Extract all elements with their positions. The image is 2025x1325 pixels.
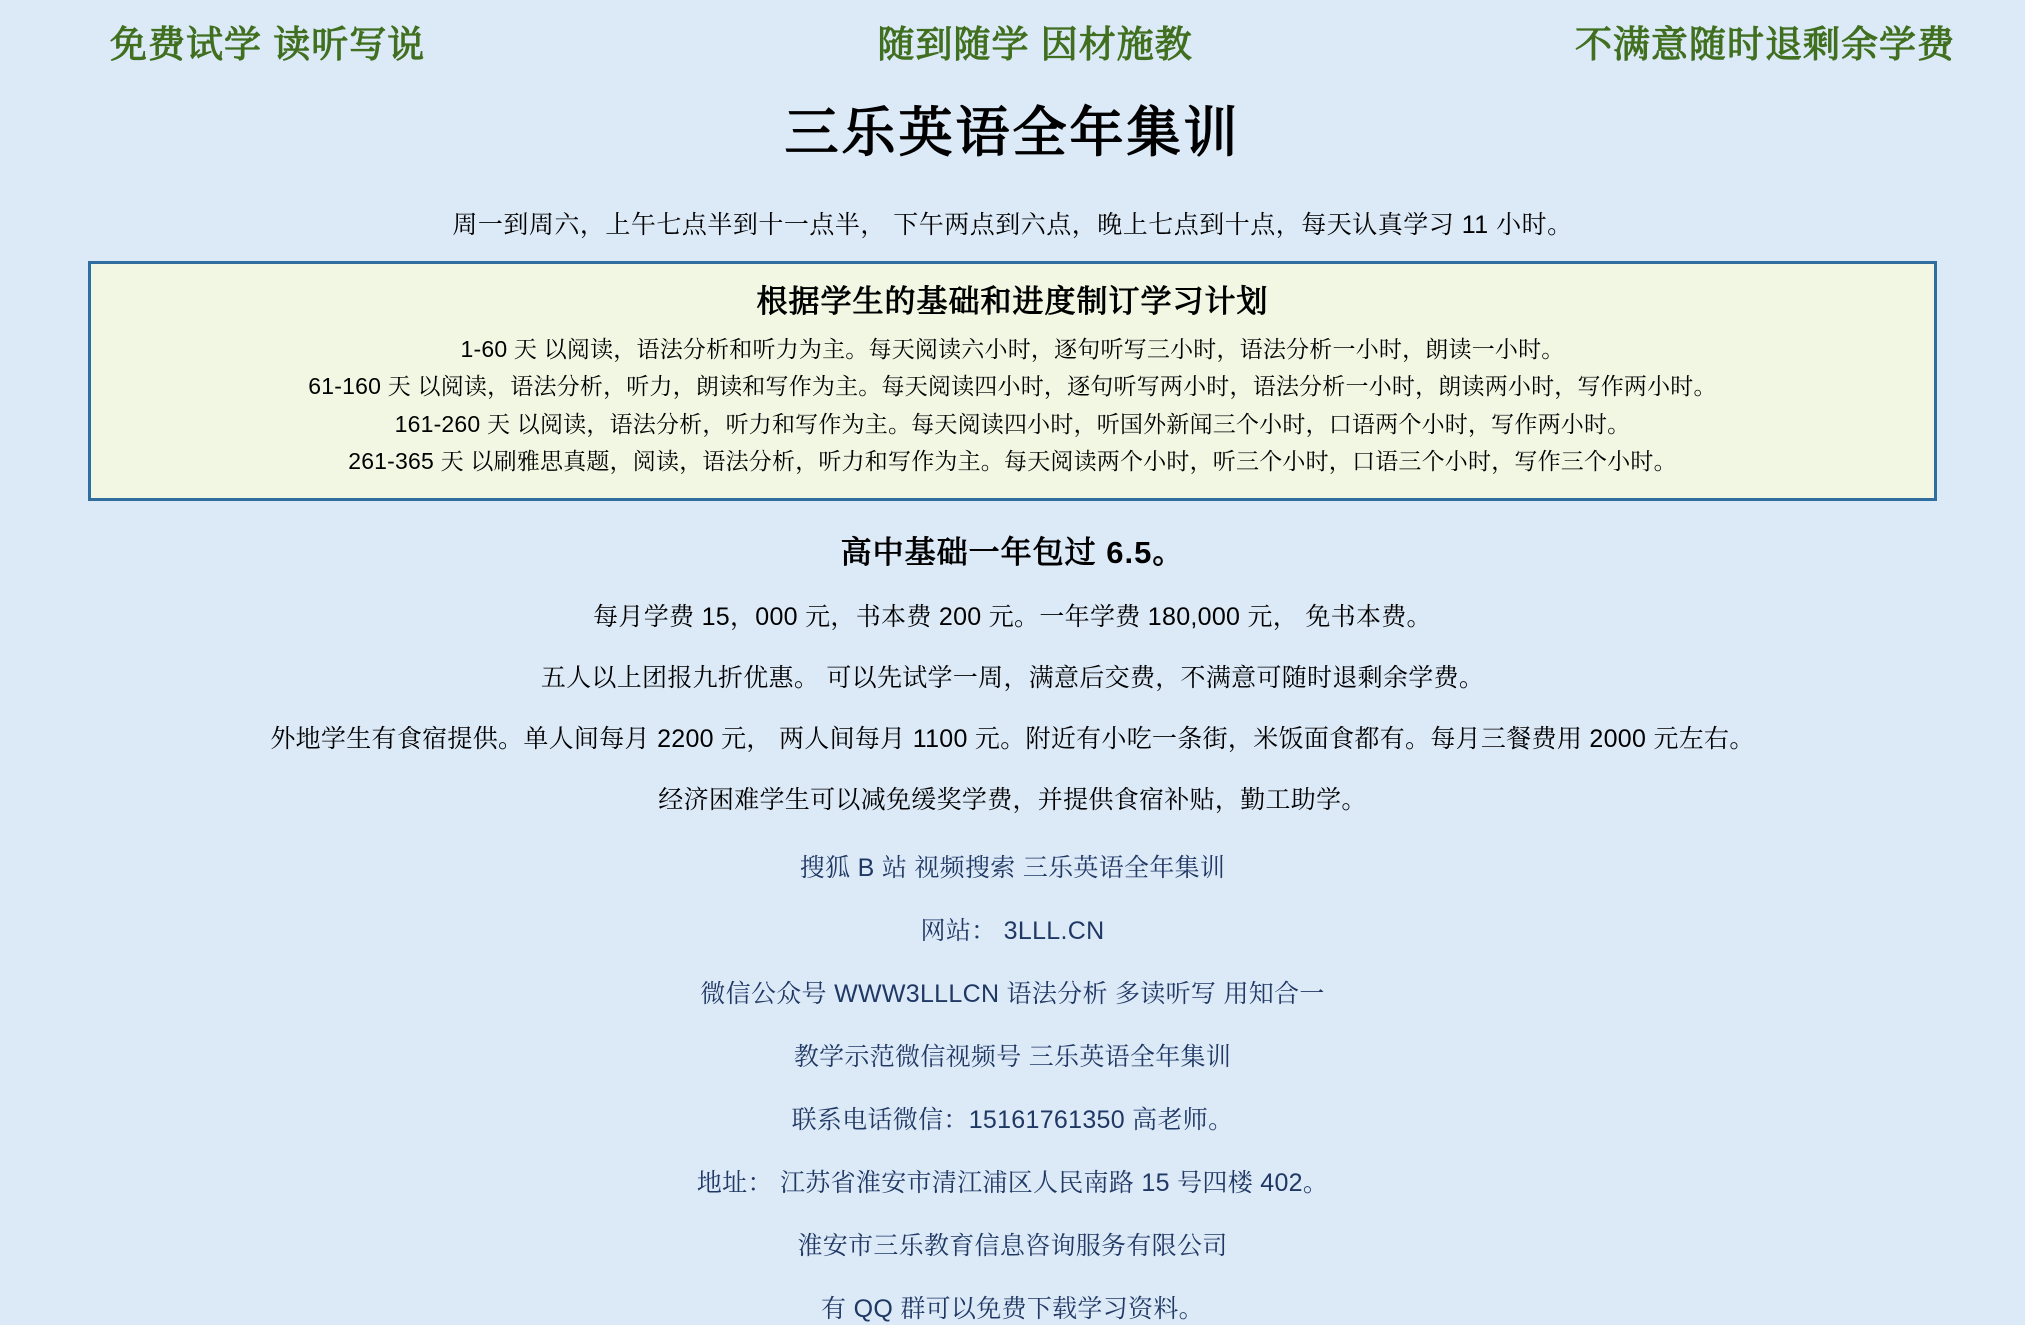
tuition-line: 每月学费 15，000 元，书本费 200 元。一年学费 180,000 元， 免书本费。 (593, 603, 1432, 631)
slogan-row (0, 14, 2025, 68)
schedule-line: 周一到周六，上午七点半到十一点半， 下午两点到六点，晚上七点到十点，每天认真学习 11 小时。 (452, 211, 1573, 239)
phone-line: 联系电话微信：15161761350 高老师。 (791, 1106, 1234, 1134)
score-guarantee: 高中基础一年包过 6.5。 (840, 535, 1185, 570)
slogan-free-trial: 免费试学 读听写说 (110, 24, 426, 65)
study-plan-item: 61-160 天 以阅读，语法分析，听力，朗读和写作为主。每天阅读四小时，逐句听写两小时，语法分析一小时，朗读两小时，写作两小时。 (308, 373, 1717, 400)
slogan-flexible-enrollment: 随到随学 因材施教 (877, 24, 1193, 65)
video-search-line: 搜狐 B 站 视频搜索 三乐英语全年集训 (799, 854, 1226, 882)
slogan-refund: 不满意随时退剩余学费 (1575, 24, 1955, 65)
financial-aid-line: 经济困难学生可以减免缓奖学费，并提供食宿补贴，勤工助学。 (658, 786, 1367, 814)
wechat-channel-line: 教学示范微信视频号 三乐英语全年集训 (793, 1043, 1232, 1071)
company-name-line: 淮安市三乐教育信息咨询服务有限公司 (797, 1232, 1228, 1260)
study-plan-item: 161-260 天 以阅读，语法分析，听力和写作为主。每天阅读四小时，听国外新闻三个小时，口语两个小时，写作两小时。 (394, 410, 1631, 437)
qq-group-line: 有 QQ 群可以免费下载学习资料。 (821, 1295, 1204, 1323)
study-plan-item: 1-60 天 以阅读，语法分析和听力为主。每天阅读六小时，逐句听写三小时，语法分析一小时，朗读一小时。 (460, 336, 1565, 362)
website-line[interactable]: 网站： 3LLL.CN (920, 917, 1105, 945)
study-plan-box (88, 261, 1937, 501)
discount-line: 五人以上团报九折优惠。 可以先试学一周，满意后交费，不满意可随时退剩余学费。 (540, 664, 1485, 692)
page-title: 三乐英语全年集训 (784, 103, 1241, 163)
study-plan-item: 261-365 天 以刷雅思真题，阅读，语法分析，听力和写作为主。每天阅读两个小时，听三个小时，口语三个小时，写作三个小时。 (348, 447, 1677, 474)
wechat-official-account-line: 微信公众号 WWW3LLLCN 语法分析 多读听写 用知合一 (700, 980, 1325, 1008)
address-line: 地址： 江苏省淮安市清江浦区人民南路 15 号四楼 402。 (696, 1169, 1329, 1197)
study-plan-title: 根据学生的基础和进度制订学习计划 (756, 284, 1269, 319)
accommodation-line: 外地学生有食宿提供。单人间每月 2200 元， 两人间每月 1100 元。附近有小吃一条街，米饭面食都有。每月三餐费用 2000 元左右。 (270, 725, 1755, 753)
